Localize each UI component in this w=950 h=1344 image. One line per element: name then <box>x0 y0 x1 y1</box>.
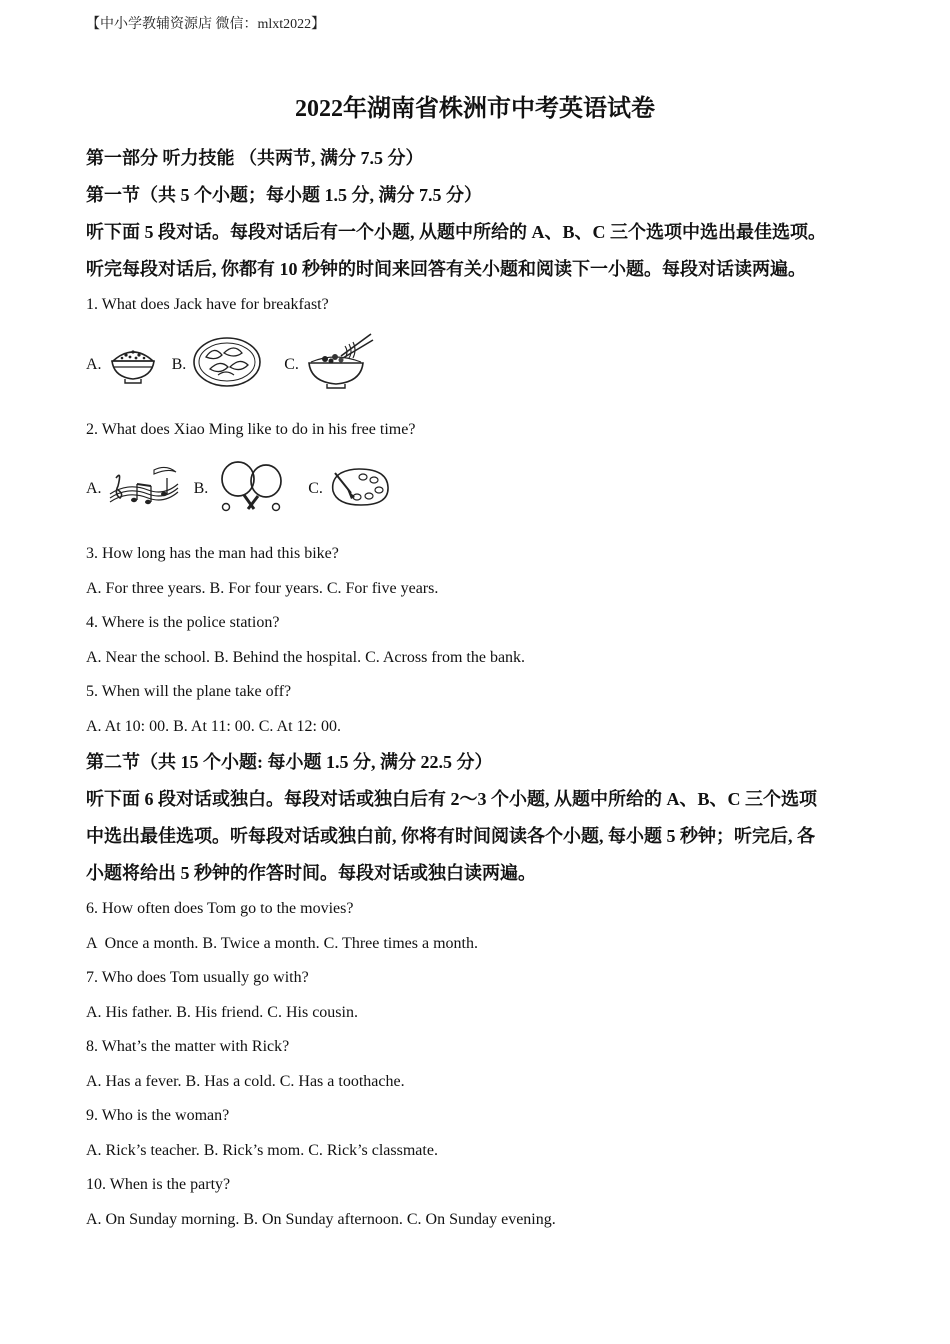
option-label: A. <box>86 480 102 497</box>
question-6-options: A Once a month. B. Twice a month. C. Three times a month. <box>86 934 478 952</box>
question-1-options <box>86 323 876 407</box>
section2-instruction-1: 听下面 6 段对话或独白。每段对话或独白后有 2～3 个小题, 从题中所给的 A、B、C 三个选项 <box>86 789 818 809</box>
question-1: 1. What does Jack have for breakfast? <box>86 296 329 313</box>
section2-heading: 第二节（共 15 个小题: 每小题 1.5 分, 满分 22.5 分） <box>86 752 493 772</box>
exam-body <box>86 140 876 1237</box>
option-label: C. <box>284 355 299 373</box>
question-4: 4. Where is the police station? <box>86 614 280 631</box>
paint-palette-icon <box>329 465 391 514</box>
question-10: 10. When is the party? <box>86 1176 231 1193</box>
option-label: B. <box>193 480 209 497</box>
page-title: 2022年湖南省株洲市中考英语试卷 <box>295 96 655 122</box>
music-notes-icon <box>108 464 180 515</box>
section1-heading: 第一节（共 5 个小题；每小题 1.5 分, 满分 7.5 分） <box>86 185 482 205</box>
section1-instruction-1: 听下面 5 段对话。每段对话后有一个小题, 从题中所给的 A、B、C 三个选项中选出最佳选项。 <box>86 222 826 242</box>
option-label: B. <box>171 355 187 373</box>
question-5: 5. When will the plane take off? <box>86 683 292 700</box>
dumplings-plate-icon <box>192 335 262 394</box>
question-5-options: A. At 10: 00. B. At 11: 00. C. At 12: 00. <box>86 717 341 735</box>
question-6: 6. How often does Tom go to the movies? <box>86 900 354 917</box>
option-label: C. <box>308 480 323 497</box>
question-10-options: A. On Sunday morning. B. On Sunday afternoon. C. On Sunday evening. <box>86 1210 556 1228</box>
part1-heading: 第一部分 听力技能 （共两节, 满分 7.5 分） <box>86 148 424 168</box>
question-2: 2. What does Xiao Ming like to do in his free time? <box>86 420 416 438</box>
question-3-options: A. For three years. B. For four years. C. For five years. <box>86 579 439 597</box>
rice-bowl-icon <box>108 339 158 390</box>
question-9: 9. Who is the woman? <box>86 1107 230 1124</box>
question-8-options: A. Has a fever. B. Has a cold. C. Has a toothache. <box>86 1072 405 1090</box>
question-2-options <box>86 447 876 531</box>
option-label: A. <box>86 355 102 373</box>
ping-pong-paddles-icon <box>214 459 288 520</box>
noodle-bowl-icon <box>305 332 375 397</box>
question-4-options: A. Near the school. B. Behind the hospital. C. Across from the bank. <box>86 648 526 666</box>
section1-instruction-2: 听完每段对话后, 你都有 10 秒钟的时间来回答有关小题和阅读下一小题。每段对话读两遍。 <box>86 259 806 279</box>
header-note: 【中小学教辅资源店 微信：mlxt2022】 <box>86 17 326 32</box>
section2-instruction-3: 小题将给出 5 秒钟的作答时间。每段对话或独白读两遍。 <box>86 863 536 883</box>
section2-instruction-2: 中选出最佳选项。听每段对话或独白前, 你将有时间阅读各个小题, 每小题 5 秒钟；听完后, 各 <box>86 826 815 846</box>
question-8: 8. What’s the matter with Rick? <box>86 1038 290 1055</box>
question-7-options: A. His father. B. His friend. C. His cousin. <box>86 1003 358 1021</box>
question-9-options: A. Rick’s teacher. B. Rick’s mom. C. Rick’s classmate. <box>86 1141 438 1159</box>
question-3: 3. How long has the man had this bike? <box>86 545 339 562</box>
question-7: 7. Who does Tom usually go with? <box>86 969 309 986</box>
